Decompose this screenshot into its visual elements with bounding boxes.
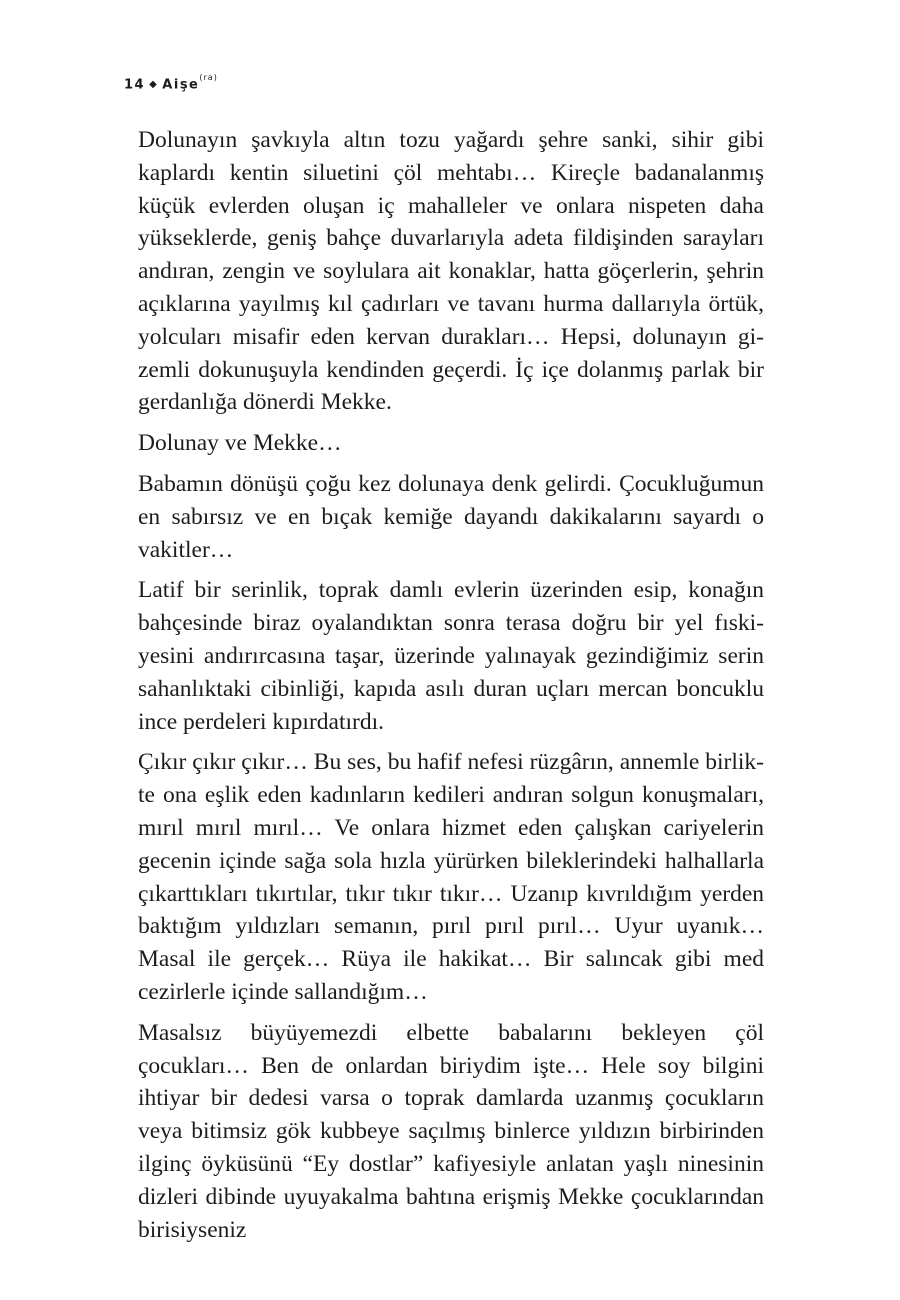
paragraph-2: Dolunay ve Mekke… — [138, 430, 342, 457]
body-text — [138, 124, 764, 1254]
title-superscript: (ra) — [199, 73, 218, 82]
paragraph-5: Çıkır çıkır çıkır… Bu ses, bu hafif nefesi rüzgârın, annemle birlikte ona eşlik eden kadınların kedileri andıran solgun konuşmaları, mırıl mırıl mırıl… Ve onlara hizmet eden çalışkan cariyelerin gecenin içinde sağa sola hızla yürürken bileklerindeki halhallarla çıkarttıkları tıkırtılar, tıkır tıkır tıkır… Uzanıp kıvrıldığım yerden baktığım yıldızları semanın, pırıl pırıl pırıl… Uyur uyanık… Masal ile gerçek… Rüya ile hakikat… Bir salıncak gibi med cezirlerle içinde sallandığım… — [138, 749, 764, 1005]
book-title: Aişe — [162, 77, 200, 93]
paragraph-6: Masalsız büyüyemezdi elbette babalarını bekleyen çöl çocukları… Ben de onlardan biriydim işte… Hele soy bilgini ihtiyar bir dedesi varsa o toprak damlarda uzanmış çocukların veya bitimsiz gök kubbeye saçılmış binlerce yıldızın birbirinden ilginç öyküsünü “Ey dostlar” kafiyesiyle anlatan yaşlı ninesinin dizleri dibinde uyuyakalma bahtına erişmiş Mekke çocuklarından birisiyseniz — [138, 1019, 764, 1243]
paragraph-1: Dolunayın şavkıyla altın tozu yağardı şehre sanki, sihir gibi kaplardı kentin siluetini çöl mehtabı… Kireçle badanalanmış küçük evlerden oluşan iç mahalleler ve onlara nispeten daha yükseklerde, geniş bahçe duvarlarıyla adeta fildişinden sarayları andıran, zengin ve soylulara ait konaklar, hatta göçerlerin, şehrin açıklarına yayılmış kıl çadırları ve tavanı hurma dallarıyla örtük, yolcuları misafir eden kervan durakları… Hepsi, dolunayın gizemli dokunuşuyla kendinden geçerdi. İç içe dolanmış parlak bir gerdanlığa dönerdi Mekke. — [138, 127, 764, 416]
paragraph-4: Latif bir serinlik, toprak damlı evlerin üzerinden esip, konağın bahçesinde biraz oyalandıktan sonra terasa doğru bir yel fıskiyesini andırırcasına taşar, üzerinde yalınayak gezindiğimiz serin sahanlıktaki cibinliği, kapıda asılı duran uçları mercan boncuklu ince perdeleri kıpırdatırdı. — [138, 577, 764, 735]
running-header — [124, 73, 218, 93]
paragraph-3: Babamın dönüşü çoğu kez dolunaya denk gelirdi. Çocukluğumun en sabırsız ve en bıçak kemiğe dayandı dakikalarını sayardı o vakitler… — [138, 470, 764, 563]
page-number: 14 — [124, 77, 146, 93]
diamond-separator-icon: ◆ — [149, 79, 159, 91]
